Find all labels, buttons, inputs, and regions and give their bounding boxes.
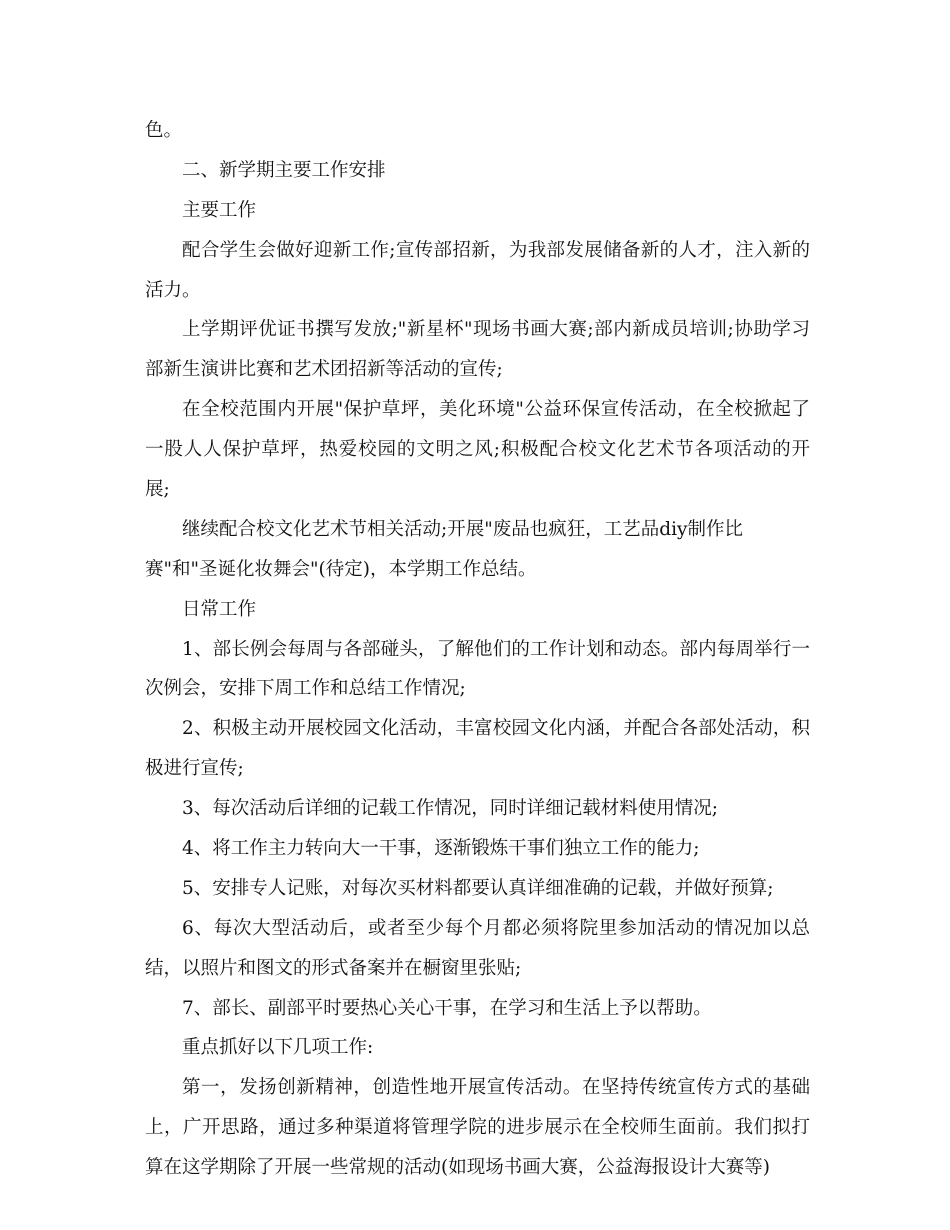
text-line: 重点抓好以下几项工作: [182, 1037, 374, 1059]
text-line: 2、积极主动开展校园文化活动，丰富校园文化内涵，并配合各部处活动，积 [182, 718, 810, 740]
text-line: 主要工作 [182, 199, 257, 221]
text-line: 第一，发扬创新精神，创造性地开展宣传活动。在坚持传统宣传方式的基础 [182, 1077, 810, 1099]
text-line: 次例会，安排下周工作和总结工作情况; [145, 678, 466, 700]
text-line: 上学期评优证书撰写发放;"新星杯"现场书画大赛;部内新成员培训;协助学习 [182, 319, 810, 341]
text-line: 7、部长、副部平时要热心关心干事，在学习和生活上予以帮助。 [182, 997, 712, 1019]
text-line: 一股人人保护草坪，热爱校园的文明之风;积极配合校文化艺术节各项活动的开 [145, 439, 810, 461]
text-line: 4、将工作主力转向大一干事，逐渐锻炼干事们独立工作的能力; [182, 838, 700, 860]
text-line: 色。 [145, 120, 183, 141]
text-line: 继续配合校文化艺术节相关活动;开展"废品也疯狂，工艺品diy制作比 [182, 518, 743, 540]
text-line: 配合学生会做好迎新工作;宣传部招新，为我部发展储备新的人才，注入新的 [182, 239, 810, 261]
document-body [145, 111, 810, 1188]
text-line: 二、新学期主要工作安排 [182, 159, 386, 181]
text-line: 活力。 [145, 279, 201, 301]
text-line: 在全校范围内开展"保护草坪，美化环境"公益环保宣传活动，在全校掀起了 [182, 399, 810, 421]
text-line: 部新生演讲比赛和艺术团招新等活动的宣传; [145, 359, 503, 381]
text-line: 结，以照片和图文的形式备案并在橱窗里张贴; [145, 957, 522, 979]
text-line: 赛"和"圣诞化妆舞会"(待定)，本学期工作总结。 [145, 558, 537, 580]
text-line: 6、每次大型活动后，或者至少每个月都必须将院里参加活动的情况加以总 [182, 917, 810, 939]
text-line: 上，广开思路，通过多种渠道将管理学院的进步展示在全校师生面前。我们拟打 [145, 1117, 810, 1139]
text-line: 5、安排专人记账，对每次买材料都要认真详细准确的记载，并做好预算; [182, 877, 774, 899]
text-line: 日常工作 [182, 598, 257, 620]
text-line: 极进行宣传; [145, 758, 244, 780]
text-line: 展; [145, 479, 170, 501]
text-line: 算在这学期除了开展一些常规的活动(如现场书画大赛，公益海报设计大赛等) [145, 1157, 770, 1179]
text-line: 3、每次活动后详细的记载工作情况，同时详细记载材料使用情况; [182, 798, 719, 820]
text-line: 1、部长例会每周与各部碰头，了解他们的工作计划和动态。部内每周举行一 [182, 638, 810, 660]
